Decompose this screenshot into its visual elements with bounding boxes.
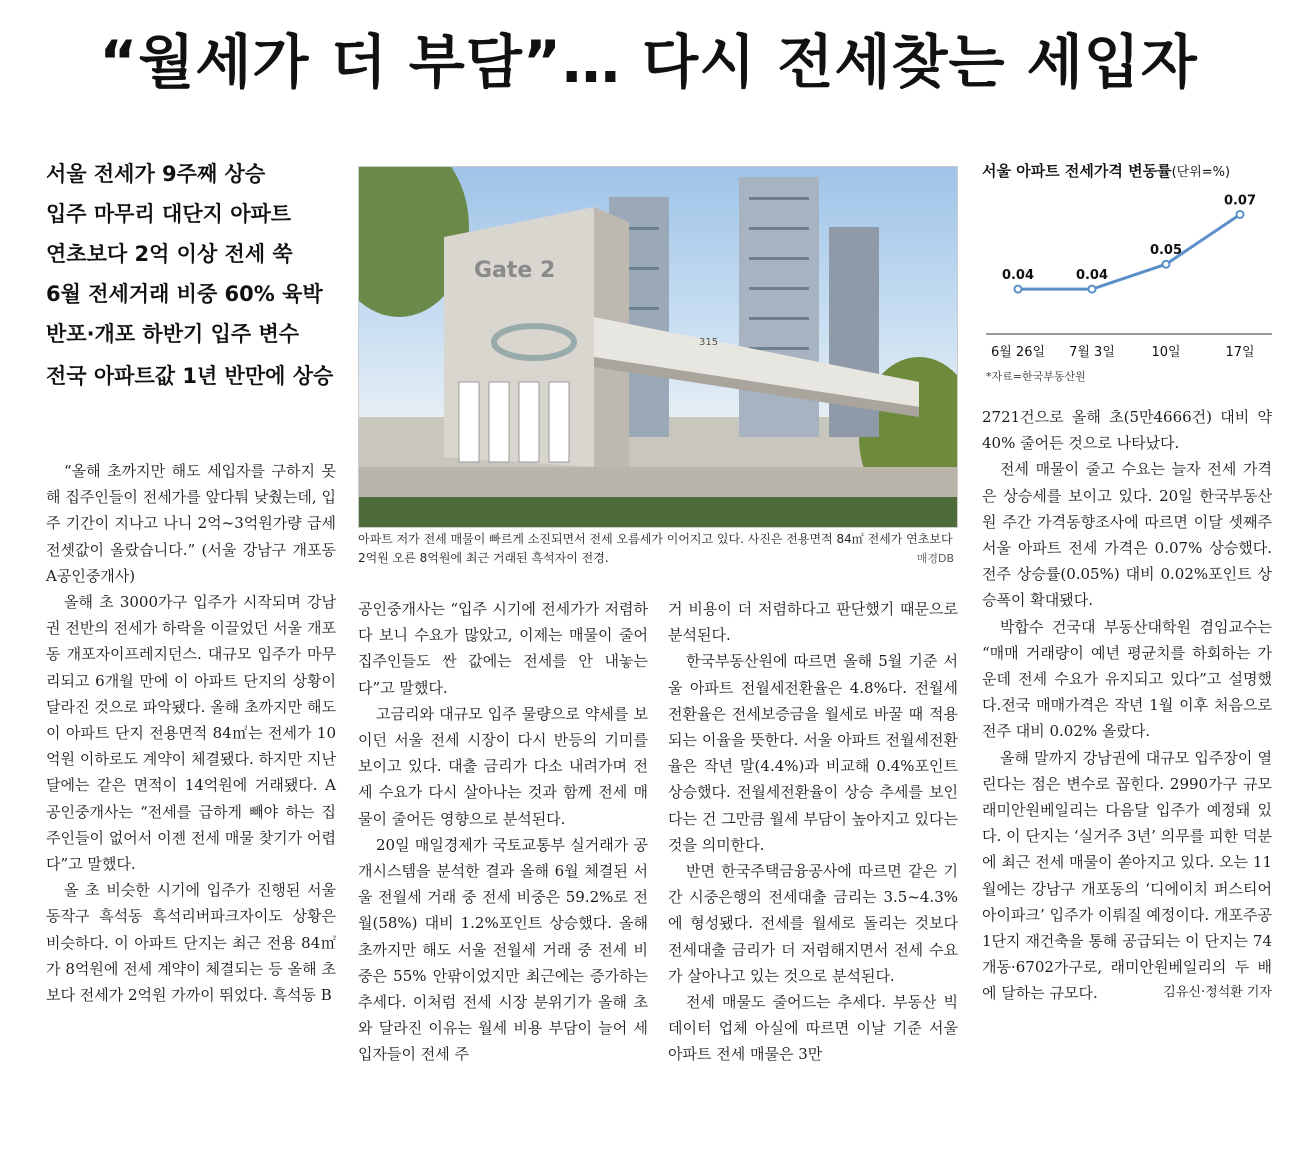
caption-text: 아파트 저가 전세 매물이 빠르게 소진되면서 전세 오름세가 이어지고 있다. 사진은 전용면적 84㎡ 전세가 연초보다 2억원 오른 8억원에 최근 거래된 흑석자이 전경.: [358, 532, 953, 565]
paragraph: 거 비용이 더 저렴하다고 판단했기 때문으로 분석된다.: [668, 600, 958, 645]
subhead-secondary: 전국 아파트값 1년 반만에 상승: [46, 364, 334, 388]
subhead: 연초보다 2억 이상 전세 쑥: [46, 242, 293, 266]
paragraph: 올 초 비슷한 시기에 입주가 진행된 서울 동작구 흑석동 흑석리버파크자이도 상황은 비슷하다. 이 아파트 단지는 최근 전용 84㎡가 8억원에 전세 계약이 체결되는 등 올해 초보다 전세가 2억원 가까이 뛰었다. 흑석동 B: [46, 881, 336, 1005]
chart-unit: (단위=%): [1171, 165, 1231, 180]
paragraph: 반면 한국주택금융공사에 따르면 같은 기간 시중은행의 전세대출 금리는 3.5~4.3%에 형성됐다. 전세를 월세로 돌리는 것보다 전세대출 금리가 더 저렴해지면서 전세 수요가 살아나고 있는 것으로 분석된다.: [668, 862, 958, 985]
chart-title: [982, 160, 1276, 181]
data-label: 0.04: [1075, 268, 1109, 284]
subhead: 입주 마무리 대단지 아파트: [46, 202, 292, 226]
line-chart: [982, 184, 1276, 364]
paragraph: [982, 745, 1272, 1007]
article-photo: [358, 166, 958, 528]
paragraph-text: 올해 말까지 강남권에 대규모 입주장이 열린다는 점은 변수로 꼽힌다. 2990가구 규모 래미안원베일리는 다음달 입주가 예정돼 있다. 이 단지는 ‘실거주 3년’ 의무를 피한 덕분에 최근 전세 매물이 쏟아지고 있다. 오는 11월에는 강남구 개포동의 ‘디에이치 퍼스티어 아이파크’ 입주가 이뤄질 예정이다. 개포주공1단지 재건축을 통해 공급되는 이 단지는 74개동·6702가구로, 래미안원베일리의 두 배에 달하는 규모다.: [982, 748, 1272, 1003]
chart-source: *자료=한국부동산원: [986, 370, 1086, 383]
article-column-4: [982, 404, 1272, 1007]
chart-title-text: 서울 아파트 전세가격 변동률: [982, 162, 1172, 180]
series-line: [1018, 214, 1240, 289]
headline: “월세가 더 부담”… 다시 전세찾는 세입자: [99, 28, 1198, 96]
photo-credit: 매경DB: [916, 552, 954, 565]
x-tick-label: 7월 3일: [1069, 345, 1115, 360]
paragraph: 전세 매물도 줄어드는 추세다. 부동산 빅데이터 업체 아실에 따르면 이날 기준 서울 아파트 전세 매물은 3만: [668, 993, 958, 1064]
data-point: [1015, 286, 1022, 293]
article-column-2: [358, 596, 648, 1068]
paragraph: 전세 매물이 줄고 수요는 늘자 전세 가격은 상승세를 보이고 있다. 20일 한국부동산원 주간 가격동향조사에 따르면 이달 셋째주 서울 아파트 전세 가격은 0.07% 상승했다. 전주 상승률(0.05%) 대비 0.02%포인트 상승폭이 확대됐다.: [982, 460, 1272, 610]
byline: 김유신·정석환 기자: [1163, 985, 1272, 1001]
data-point: [1089, 286, 1096, 293]
paragraph: 한국부동산원에 따르면 올해 5월 기준 서울 아파트 전월세전환율은 4.8%다. 전월세전환율은 전세보증금을 월세로 바꿀 때 적용되는 이율을 뜻한다. 서울 아파트 전월세전환율은 작년 말(4.4%)과 비교해 0.4%포인트 상승했다. 전월세전환율이 상승 추세를 보인다는 건 그만큼 월세 부담이 높아지고 있다는 것을 의미한다.: [668, 652, 958, 854]
data-label: 0.04: [1001, 268, 1035, 284]
paragraph: “올해 초까지만 해도 세입자를 구하지 못해 집주인들이 전세가를 앞다퉈 낮췄는데, 입주 기간이 지나고 나니 2억~3억원가량 급세 전셋값이 올랐습니다.” (서울 강남구 개포동 A공인중개사): [46, 462, 336, 585]
paragraph: 고금리와 대규모 입주 물량으로 약세를 보이던 서울 전세 시장이 다시 반등의 기미를 보이고 있다. 대출 금리가 다소 내려가며 전세 수요가 다시 살아나는 것과 함께 전세 매물이 줄어든 영향으로 분석된다.: [358, 704, 648, 828]
data-point: [1237, 211, 1244, 218]
data-point: [1163, 261, 1170, 268]
article-column-3: [668, 596, 958, 1068]
subhead: 서울 전세가 9주째 상승: [46, 162, 266, 186]
building-number: 315: [699, 337, 719, 348]
data-label: 0.07: [1223, 193, 1257, 209]
paragraph: 20일 매일경제가 국토교통부 실거래가 공개시스템을 분석한 결과 올해 6월 체결된 서울 전월세 거래 중 전세 비중은 59.2%로 전월(58%) 대비 1.2%포인트 상승했다. 올해 초까지만 해도 서울 전월세 거래 중 전세 비중은 55% 안팎이었지만 최근에는 증가하는 추세다. 이처럼 전세 시장 분위기가 올해 초와 달라진 이유는 월세 비용 부담이 늘어 세입자들이 전세 주: [358, 835, 648, 1064]
chart-container: [982, 160, 1276, 390]
paragraph: 박합수 건국대 부동산대학원 겸임교수는 “매매 거래량이 예년 평균치를 하회하는 가운데 전세 수요가 유지되고 있다”고 설명했다.전국 매매가격은 작년 1월 이후 처음으로 전주 대비 0.02% 올랐다.: [982, 617, 1272, 741]
x-tick-label: 17일: [1225, 345, 1255, 360]
paragraph: 올해 초 3000가구 입주가 시작되며 강남권 전반의 전세가 하락을 이끌었던 서울 개포동 개포자이프레지던스. 대규모 입주가 마무리되고 6개월 만에 이 아파트 단지의 상황이 달라진 것으로 파악됐다. 올해 초까지만 해도 이 아파트 단지 전용면적 84㎡는 전세가 10억원 이하로도 계약이 체결됐다. 하지만 지난달에는 같은 면적이 14억원에 거래됐다. A공인중개사는 “전세를 급하게 빼야 하는 집주인들이 없어서 이젠 전세 매물 찾기가 어렵다”고 말했다.: [46, 593, 336, 874]
article-column-1: [46, 458, 336, 1008]
subhead: 6월 전세거래 비중 60% 육박: [46, 282, 323, 306]
x-tick-label: 10일: [1151, 345, 1181, 360]
paragraph: 2721건으로 올해 초(5만4666건) 대비 약 40% 줄어든 것으로 나타났다.: [982, 408, 1272, 453]
photo-caption: [358, 530, 956, 568]
building-illustration: [359, 167, 957, 527]
paragraph: 공인중개사는 “입주 시기에 전세가가 저렴하다 보니 수요가 많았고, 이제는 매물이 줄어 집주인들도 싼 값에는 전세를 안 내놓는다”고 말했다.: [358, 600, 648, 697]
x-tick-label: 6월 26일: [990, 345, 1046, 360]
subhead: 반포·개포 하반기 입주 변수: [46, 322, 300, 346]
data-label: 0.05: [1149, 243, 1183, 259]
gate-sign: Gate 2: [474, 258, 556, 283]
subheads: [46, 160, 346, 402]
